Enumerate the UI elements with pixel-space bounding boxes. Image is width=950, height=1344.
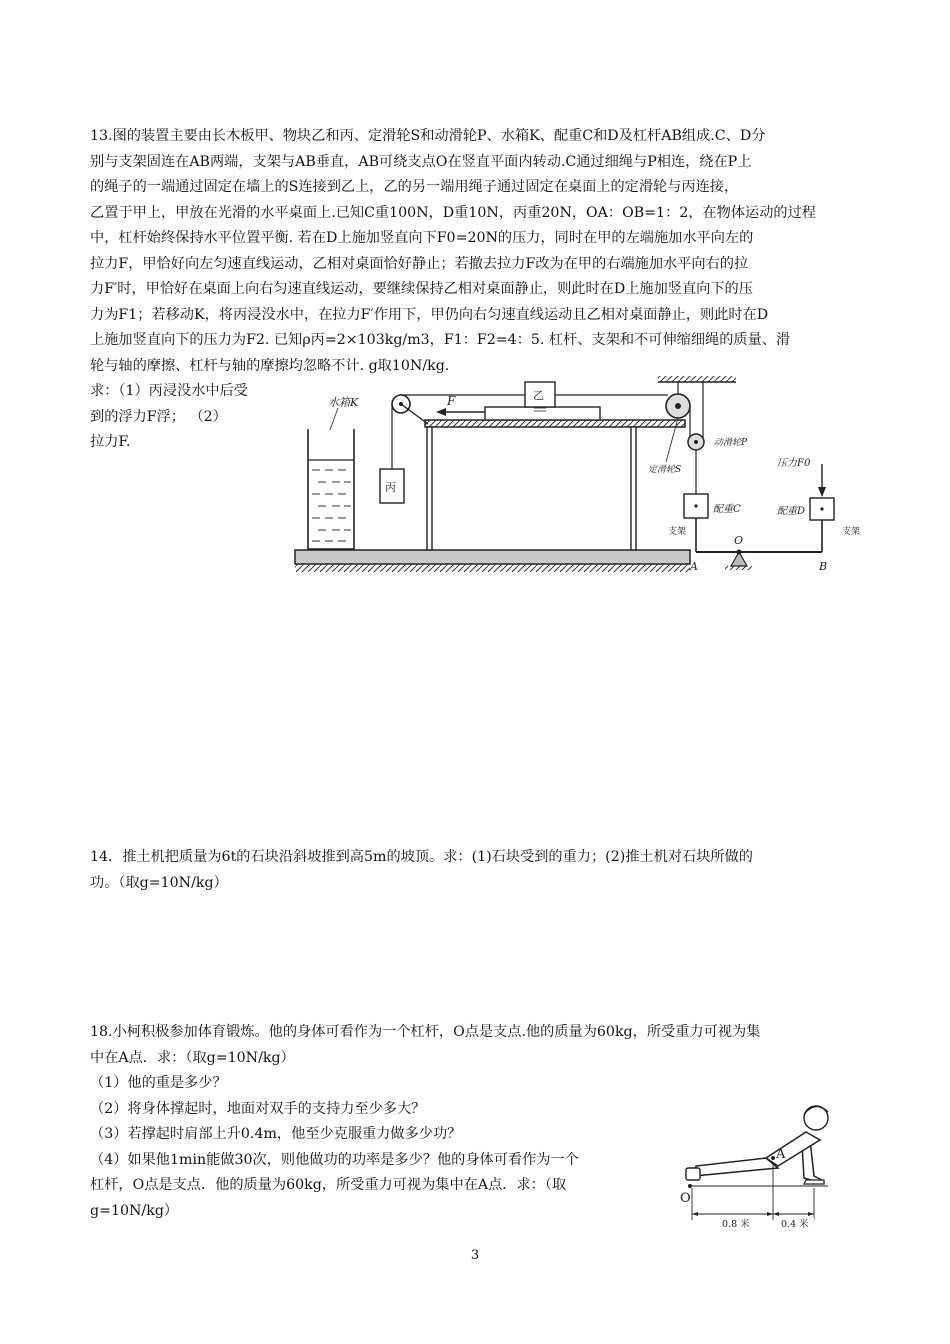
q13-line-2: 别与支架固连在AB两端，支架与AB垂直，AB可绕支点O在竖直平面内转动.C通过细绳与P相连，绕在P上	[90, 153, 752, 170]
q13-apparatus-diagram	[290, 374, 870, 584]
weight-c-label: 配重C	[713, 504, 741, 515]
q14-text	[90, 845, 862, 896]
ground-hatch	[295, 564, 690, 572]
q18-line-8: g=10N/kg）	[90, 1202, 179, 1219]
q13-line-3: 的绳子的一端通过固定在墙上的S连接到乙上，乙的另一端用绳子通过固定在桌面上的定滑轮与丙连接，	[90, 179, 739, 195]
shoe	[686, 1168, 700, 1180]
q18-pushup-diagram	[678, 1096, 860, 1232]
weight-d-label: 配重D	[777, 506, 806, 517]
q18-line-1: 18.小柯积极参加体育锻炼。他的身体可看作为一个杠杆，O点是支点.他的质量为60kg，所受重力可视为集	[90, 1024, 761, 1040]
q13-ask-line-1: 求：（1）丙浸没水中后受	[90, 383, 248, 399]
q18-line-3: （1）他的重是多少？	[90, 1075, 227, 1091]
q18-line-6: （4）如果他1min能做30次，则他做功的功率是多少？他的身体可看作为一个	[90, 1151, 579, 1168]
q13-text	[90, 124, 862, 379]
ground-base	[295, 550, 690, 564]
q18-line-5: （3）若撑起时肩部上升0.4m，他至少克服重力做多少功？	[90, 1126, 462, 1142]
table	[425, 420, 685, 550]
point-b-label: B	[819, 560, 828, 573]
q13-line-5: 中，杠杆始终保持水平位置平衡. 若在D上施加竖直向下F0=20N的压力，同时在甲的左端施加水平向左的	[90, 230, 754, 246]
q13-line-7: 力F′时，甲恰好在桌面上向右匀速直线运动，要继续保持乙相对桌面静止，则此时在D上施加竖直向下的压	[90, 281, 753, 297]
q13-line-1: 13.图的装置主要由长木板甲、物块乙和丙、定滑轮S和动滑轮P、水箱K、配重C和D及杠杆AB组成.C、D分	[90, 128, 766, 144]
q13-line-9: 上施加竖直向下的压力为F2. 已知ρ丙=2×103kg/m3，F1：F2=4：5. 杠杆、支架和不可伸缩细绳的质量、滑	[90, 332, 791, 348]
block-bing-label: 丙	[385, 481, 396, 494]
point-o-label: O	[734, 534, 744, 547]
q13-line-6: 拉力F，甲恰好向左匀速直线运动，乙相对桌面恰好静止；若撤去拉力F改为在甲的右端施加水平向右的拉	[90, 255, 749, 272]
force-f-label: F	[447, 394, 456, 408]
water-tank	[308, 396, 359, 550]
point-a-label: A	[776, 1147, 786, 1162]
q13-line-10: 轮与轴的摩擦、杠杆与轴的摩擦均忽略不计. g取10N/kg.	[90, 357, 450, 374]
point-a-label: A	[690, 560, 698, 573]
q13-ask-line-3: 拉力F.	[90, 434, 131, 450]
q13-line-4: 乙置于甲上，甲放在光滑的水平桌面上.已知C重100N，D重10N，丙重20N，OA：OB=1：2，在物体运动的过程	[90, 204, 816, 221]
legs	[694, 1158, 778, 1176]
ceiling	[658, 376, 736, 382]
q13-ask-line-2: 到的浮力F浮； （2）	[90, 408, 227, 425]
q18-line-4: （2）将身体撑起时，地面对双手的支持力至少多大？	[90, 1100, 426, 1117]
dim-1-label: 0.8 米	[722, 1219, 750, 1230]
point-o-label: O	[680, 1191, 691, 1206]
q18-line-7: 杠杆，O点是支点．他的质量为60kg，所受重力可视为集中在A点．求：（取	[90, 1177, 567, 1193]
support-left-label: 支架	[668, 527, 687, 537]
q13-line-8: 力为F1；若移动K，将丙浸没水中，在拉力F′作用下，甲仍向右匀速直线运动且乙相对桌面静止，则此时在D	[90, 306, 769, 323]
q13-ask	[90, 379, 290, 456]
pressure-f0-label: 压力F0	[777, 458, 811, 469]
q14-line-2: 功。（取g=10N/kg）	[90, 874, 228, 891]
q14-line-1: 14．推土机把质量为6t的石块沿斜坡推到高5m的坡顶。求：(1)石块受到的重力；(2)推土机对石块所做的	[90, 849, 753, 865]
q18-line-2: 中在A点．求：（取g=10N/kg）	[90, 1049, 295, 1066]
board-jia	[485, 407, 600, 420]
block-yi-label: 乙	[533, 389, 544, 402]
dim-2-label: 0.4 米	[781, 1219, 809, 1230]
tank-label: 水箱K	[328, 396, 359, 409]
page-number: 3	[470, 1248, 480, 1263]
fixed-pulley-label: 定滑轮S	[648, 465, 682, 475]
moving-pulley-label: 动滑轮P	[714, 438, 748, 448]
support-right-label: 支架	[842, 527, 861, 537]
